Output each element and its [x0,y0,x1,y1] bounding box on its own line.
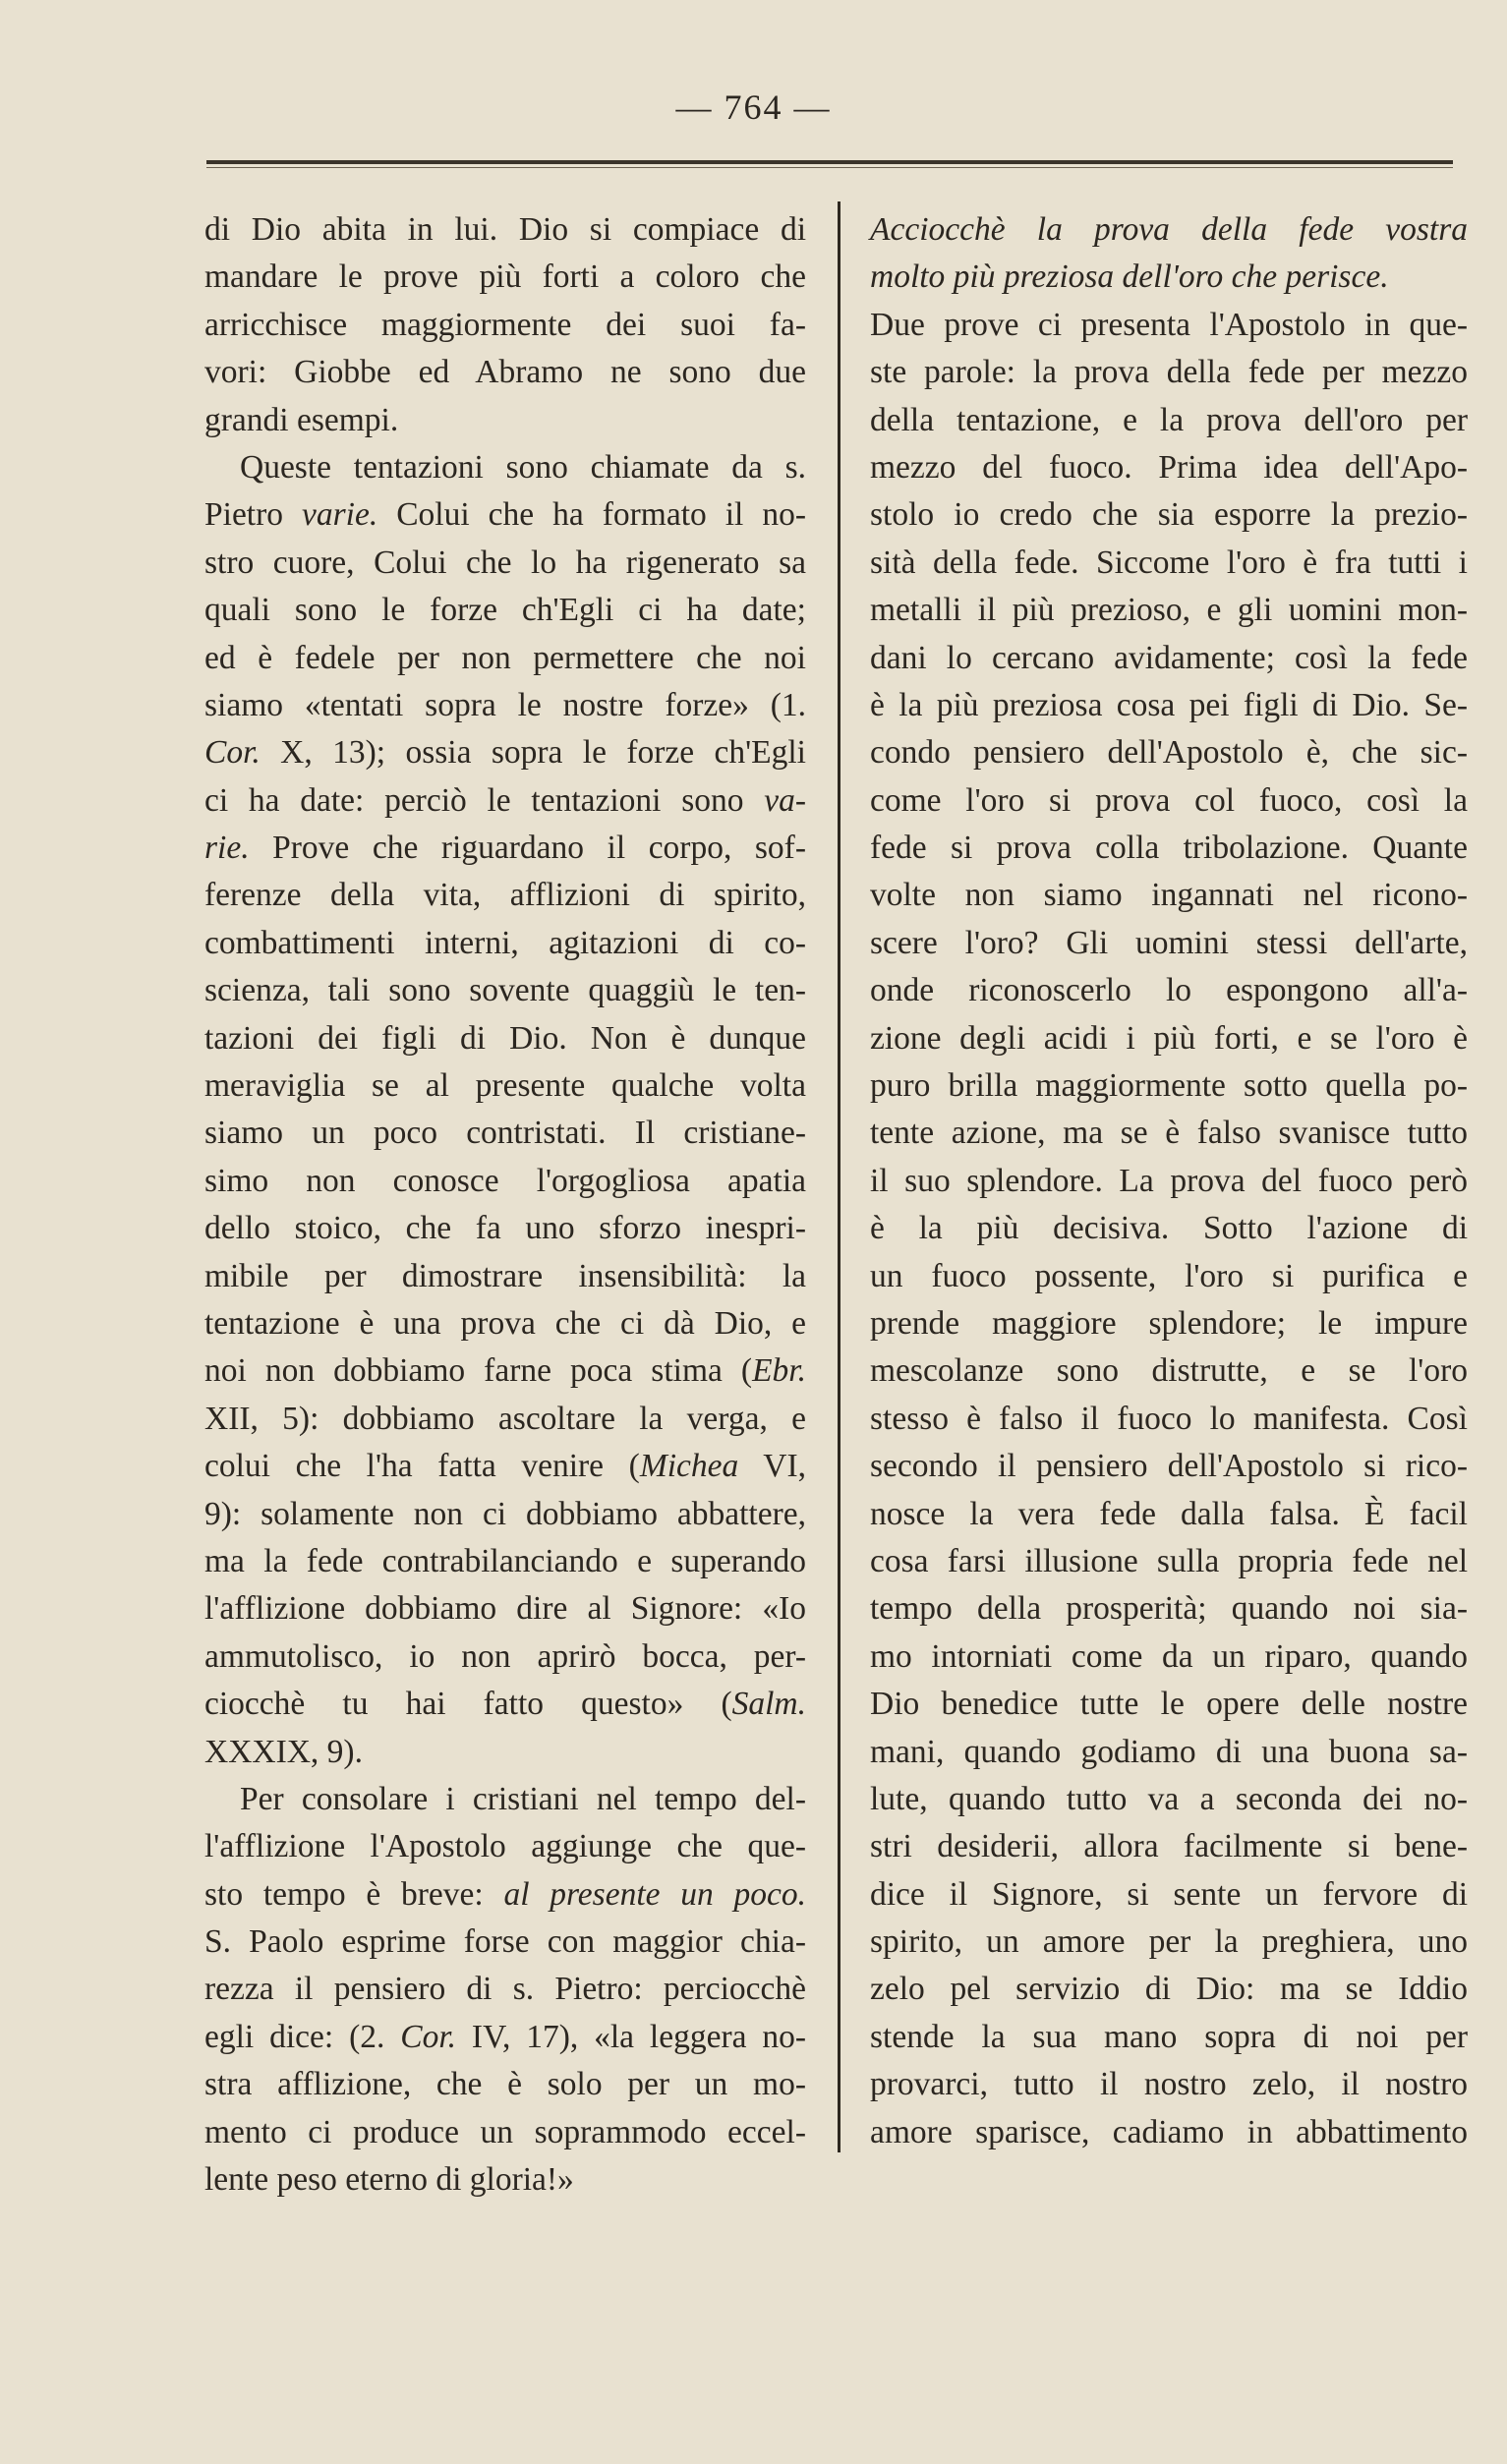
left-column-line [204,777,806,825]
right-column-line [870,1443,1468,1490]
italic-text: Cor. [400,2018,457,2055]
body-text: volte non siamo ingannati nel ricono- [870,877,1468,914]
left-column-line [204,587,806,634]
body-text: amore sparisce, cadiamo in abbattimento [870,2113,1468,2150]
body-text: provarci, tutto il nostro zelo, il nostro [870,2066,1468,2103]
body-text: tente azione, ma se è falso svanisce tutto [870,1115,1468,1152]
left-column-line [204,1491,806,1538]
right-column-line [870,1681,1468,1728]
body-text: simo non conosce l'orgogliosa apatia [204,1162,806,1199]
left-column-line [204,302,806,349]
right-text-column [870,206,1468,2156]
body-text: stende la sua mano sopra di noi per [870,2018,1468,2055]
body-text: spirito, un amore per la preghiera, uno [870,1923,1468,1961]
body-text: tazioni dei figli di Dio. Non è dunque [204,1019,806,1057]
right-column-line [870,2061,1468,2108]
right-column-line [870,1015,1468,1062]
italic-text: Cor. [204,734,261,772]
italic-text: Salm. [731,1686,806,1723]
right-column-line [870,491,1468,539]
right-column-line [870,729,1468,776]
body-text: Pietro [204,496,303,534]
body-text: mani, quando godiamo di una buona sa- [870,1733,1468,1770]
right-column-line [870,2014,1468,2061]
right-column-line [870,1396,1468,1443]
left-column-line [204,920,806,967]
right-column-line [870,1491,1468,1538]
body-text: meraviglia se al presente qualche volta [204,1067,806,1105]
body-text: l'afflizione l'Apostolo aggiunge che que- [204,1828,806,1865]
left-column-line [204,635,806,682]
column-divider [838,201,840,2152]
body-text: ma la fede contrabilanciando e superando [204,1542,806,1579]
body-text: è la più decisiva. Sotto l'azione di [870,1210,1468,1247]
right-column-line [870,1729,1468,1776]
right-column-line [870,1919,1468,1966]
body-text: condo pensiero dell'Apostolo è, che sic- [870,734,1468,772]
left-column-line [204,254,806,301]
right-column-line [870,920,1468,967]
left-column-line [204,1681,806,1728]
page-number: — 764 — [675,87,832,127]
body-text: quali sono le forze ch'Egli ci ha date; [204,592,806,629]
body-text: XXXIX, 9). [204,1733,363,1770]
italic-text: varie. [302,496,378,534]
body-text: ciocchè tu hai fatto questo» ( [204,1686,732,1723]
left-column-line [204,729,806,776]
left-column-line [204,1776,806,1823]
header-rule-thin [206,167,1453,168]
left-column-line [204,491,806,539]
body-text: dice il Signore, si sente un fervore di [870,1875,1468,1913]
body-text: ed è fedele per non permettere che noi [204,639,806,676]
left-column-line [204,1966,806,2013]
left-text-column [204,206,806,2204]
left-column-line [204,2156,806,2204]
body-text: di Dio abita in lui. Dio si compiace di [204,211,806,248]
body-text: come l'oro si prova col fuoco, così la [870,781,1468,819]
body-text: tempo della prosperità; quando noi sia- [870,1590,1468,1628]
body-text: mo intorniati come da un riparo, quando [870,1637,1468,1675]
body-text: 9): solamente non ci dobbiamo abbattere, [204,1495,806,1532]
body-text: il suo splendore. La prova del fuoco però [870,1162,1468,1199]
body-text: stra afflizione, che è solo per un mo- [204,2066,806,2103]
body-text: combattimenti interni, agitazioni di co- [204,924,806,961]
body-text: tentazione è una prova che ci dà Dio, e [204,1304,806,1342]
body-text: ste parole: la prova della fede per mezzo [870,354,1468,391]
body-text: cosa farsi illusione sulla propria fede nel [870,1542,1468,1579]
body-text: XII, 5): dobbiamo ascoltare la verga, e [204,1400,806,1437]
left-column-line [204,825,806,872]
right-column-line [870,1633,1468,1681]
left-column-line [204,2014,806,2061]
italic-text: molto più preziosa dell'oro che perisce. [870,258,1389,296]
body-text: VI, [738,1448,806,1485]
left-column-line [204,967,806,1014]
right-column-line [870,444,1468,491]
right-column-line [870,1347,1468,1395]
body-text: dello stoico, che fa uno sforzo inespri- [204,1210,806,1247]
left-column-line [204,444,806,491]
right-column-line [870,1158,1468,1205]
right-column-line [870,587,1468,634]
body-text: mandare le prove più forti a coloro che [204,258,806,296]
left-column-line [204,1633,806,1681]
italic-text: Ebr. [752,1352,806,1390]
left-column-line [204,1729,806,1776]
body-text: secondo il pensiero dell'Apostolo si rico- [870,1448,1468,1485]
right-column-line [870,302,1468,349]
body-text: puro brilla maggiormente sotto quella po- [870,1067,1468,1105]
body-text: sità della fede. Siccome l'oro è fra tutti i [870,544,1468,581]
header-rule [206,160,1453,164]
body-text: Due prove ci presenta l'Apostolo in que- [870,306,1468,343]
body-text: lute, quando tutto va a seconda dei no- [870,1780,1468,1817]
body-text: Per consolare i cristiani nel tempo del- [240,1780,806,1817]
body-text: scere l'oro? Gli uomini stessi dell'arte, [870,924,1468,961]
body-text: ammutolisco, io non aprirò bocca, per- [204,1637,806,1675]
body-text: della tentazione, e la prova dell'oro per [870,401,1468,438]
body-text: egli dice: (2. [204,2018,401,2055]
left-column-line [204,872,806,919]
body-text: l'afflizione dobbiamo dire al Signore: «Io [204,1590,806,1628]
right-column-line [870,682,1468,729]
left-column-line [204,1253,806,1300]
italic-text: va- [764,781,806,819]
body-text: X, 13); ossia sopra le forze ch'Egli [260,734,806,772]
body-text: fede si prova colla tribolazione. Quante [870,830,1468,867]
left-column-line [204,1585,806,1633]
left-column-line [204,397,806,444]
italic-text: Michea [639,1448,739,1485]
left-column-line [204,1062,806,1110]
left-column-line [204,1015,806,1062]
right-column-line [870,2109,1468,2156]
body-text: stesso è falso il fuoco lo manifesta. Così [870,1400,1468,1437]
body-text: scienza, tali sono sovente quaggiù le ten- [204,972,806,1009]
body-text: sto tempo è breve: [204,1875,504,1913]
body-text: ferenze della vita, afflizioni di spirito, [204,877,806,914]
left-column-line [204,349,806,396]
body-text: siamo un poco contristati. Il cristiane- [204,1115,806,1152]
body-text: siamo «tentati sopra le nostre forze» (1. [204,686,806,723]
body-text: stri desiderii, allora facilmente si bene- [870,1828,1468,1865]
body-text: arricchisce maggiormente dei suoi fa- [204,306,806,343]
right-column-line [870,540,1468,587]
left-column-line [204,206,806,254]
body-text: mezzo del fuoco. Prima idea dell'Apo- [870,448,1468,486]
right-column-line [870,635,1468,682]
body-text: Colui che ha formato il no- [377,496,806,534]
right-column-line [870,967,1468,1014]
body-text: Queste tentazioni sono chiamate da s. [240,448,806,486]
left-column-line [204,1158,806,1205]
body-text: zione degli acidi i più forti, e se l'oro è [870,1019,1468,1057]
body-text: grandi esempi. [204,401,399,438]
left-column-line [204,1823,806,1870]
body-text: mento ci produce un soprammodo eccel- [204,2113,806,2150]
body-text: un fuoco possente, l'oro si purifica e [870,1257,1468,1294]
body-text: onde riconoscerlo lo espongono all'a- [870,972,1468,1009]
right-column-line [870,1253,1468,1300]
right-column-line [870,1538,1468,1585]
right-column-line [870,825,1468,872]
left-column-line [204,1396,806,1443]
italic-text: Acciocchè la prova della fede vostra [870,211,1468,248]
right-column-line [870,397,1468,444]
right-column-line [870,1585,1468,1633]
left-column-line [204,1300,806,1347]
left-column-line [204,540,806,587]
right-column-line [870,1823,1468,1870]
left-column-line [204,1538,806,1585]
body-text: S. Paolo esprime forse con maggior chia- [204,1923,806,1961]
left-column-line [204,1443,806,1490]
italic-text: al presente un poco. [503,1875,807,1913]
left-column-line [204,2061,806,2108]
left-column-line [204,1871,806,1919]
left-column-line [204,1919,806,1966]
body-text: mescolanze sono distrutte, e se l'oro [870,1352,1468,1390]
body-text: IV, 17), «la leggera no- [456,2018,806,2055]
body-text: zelo pel servizio di Dio: ma se Iddio [870,1971,1468,2008]
body-text: è la più preziosa cosa pei figli di Dio. Se- [870,686,1468,723]
right-column-line [870,1871,1468,1919]
right-column-line [870,1205,1468,1252]
right-column-line [870,349,1468,396]
body-text: vori: Giobbe ed Abramo ne sono due [204,354,806,391]
body-text: Prove che riguardano il corpo, sof- [249,830,806,867]
body-text: colui che l'ha fatta venire ( [204,1448,640,1485]
right-column-line [870,1300,1468,1347]
left-column-line [204,1205,806,1252]
body-text: noi non dobbiamo farne poca stima ( [204,1352,753,1390]
body-text: stolo io credo che sia esporre la prezio- [870,496,1468,534]
body-text: stro cuore, Colui che lo ha rigenerato sa [204,544,806,581]
body-text: rezza il pensiero di s. Pietro: perciocchè [204,1971,806,2008]
right-column-line [870,254,1468,301]
right-column-line [870,1062,1468,1110]
right-column-line [870,1966,1468,2013]
left-column-line [204,1347,806,1395]
right-column-line [870,206,1468,254]
left-column-line [204,1110,806,1157]
italic-text: rie. [204,830,250,867]
left-column-line [204,2109,806,2156]
body-text: dani lo cercano avidamente; così la fede [870,639,1468,676]
body-text: ci ha date: perciò le tentazioni sono [204,781,765,819]
right-column-line [870,1110,1468,1157]
right-column-line [870,872,1468,919]
body-text: Dio benedice tutte le opere delle nostre [870,1686,1468,1723]
body-text: prende maggiore splendore; le impure [870,1304,1468,1342]
right-column-line [870,777,1468,825]
right-column-line [870,1776,1468,1823]
body-text: nosce la vera fede dalla falsa. È facil [870,1495,1468,1532]
left-column-line [204,682,806,729]
body-text: lente peso eterno di gloria!» [204,2161,574,2199]
body-text: mibile per dimostrare insensibilità: la [204,1257,806,1294]
body-text: metalli il più prezioso, e gli uomini mon- [870,592,1468,629]
